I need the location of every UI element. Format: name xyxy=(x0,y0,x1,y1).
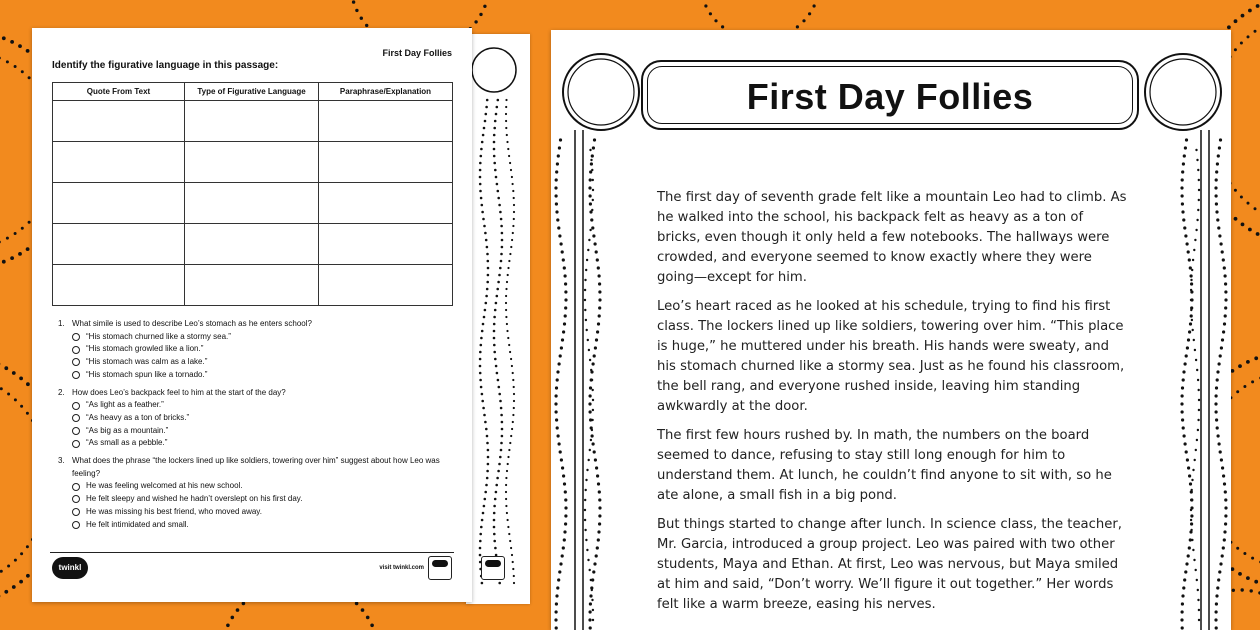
table-cell[interactable] xyxy=(185,265,319,306)
table-row xyxy=(53,142,453,183)
table-cell[interactable] xyxy=(185,183,319,224)
table-cell[interactable] xyxy=(185,224,319,265)
answer-option[interactable] xyxy=(72,331,453,344)
radio-circle-icon[interactable] xyxy=(72,333,80,341)
answer-option[interactable] xyxy=(72,343,453,356)
answer-option[interactable] xyxy=(72,399,453,412)
option-label: “As big as a mountain.” xyxy=(86,425,169,435)
option-label: “As heavy as a ton of bricks.” xyxy=(86,412,190,422)
column-header-paraphrase: Paraphrase/Explanation xyxy=(319,83,453,101)
table-cell[interactable] xyxy=(319,224,453,265)
table-cell[interactable] xyxy=(53,142,185,183)
option-label: He was feeling welcomed at his new school. xyxy=(86,481,243,491)
paragraph: The first few hours rushed by. In math, the numbers on the board seemed to dance, refusing to stay still long enough for him to understand them. At lunch, he couldn’t find anyone to sit with, so he ate alone, a small fish in a big pond. xyxy=(657,428,1112,503)
table-row xyxy=(53,224,453,265)
radio-circle-icon[interactable] xyxy=(72,346,80,354)
radio-circle-icon[interactable] xyxy=(72,521,80,529)
question-list xyxy=(58,318,453,536)
table-row xyxy=(53,101,453,142)
table-cell[interactable] xyxy=(185,101,319,142)
radio-circle-icon[interactable] xyxy=(72,440,80,448)
radio-circle-icon[interactable] xyxy=(72,483,80,491)
table-row xyxy=(53,265,453,306)
answer-option[interactable] xyxy=(72,506,453,519)
table-row xyxy=(53,183,453,224)
option-label: He was missing his best friend, who moved away. xyxy=(86,506,262,516)
twinkl-logo: twinkl xyxy=(52,557,88,579)
answer-option[interactable] xyxy=(72,356,453,369)
option-label: He felt intimidated and small. xyxy=(86,519,189,529)
worksheet-title: First Day Follies xyxy=(382,48,452,58)
radio-circle-icon[interactable] xyxy=(72,371,80,379)
option-label: “His stomach was calm as a lake.” xyxy=(86,357,208,367)
question-text: What simile is used to describe Leo’s stomach as he enters school? xyxy=(72,319,312,328)
paragraph: Leo’s heart raced as he looked at his schedule, trying to find his first class. The lockers lined up like soldiers, towering over him. “This place is huge,” he muttered under his breath. His hands were sweaty, and his stomach churned like a stormy sea. Just as he found his classroom, the bell rang, and everyone rushed inside, leaving him standing awkwardly at the door. xyxy=(657,299,1125,414)
back-page-badge-icon xyxy=(481,556,505,580)
option-label: “As light as a feather.” xyxy=(86,400,164,410)
worksheet-back-page xyxy=(466,34,530,604)
radio-circle-icon[interactable] xyxy=(72,402,80,410)
question-1 xyxy=(58,318,453,382)
worksheet-heading: Identify the figurative language in this passage: xyxy=(52,60,279,71)
question-2 xyxy=(58,387,453,451)
table-cell[interactable] xyxy=(53,265,185,306)
answer-option[interactable] xyxy=(72,519,453,532)
option-label: “His stomach growled like a lion.” xyxy=(86,344,204,354)
option-label: “His stomach spun like a tornado.” xyxy=(86,369,208,379)
column-header-type: Type of Figurative Language xyxy=(185,83,319,101)
answer-option[interactable] xyxy=(72,480,453,493)
title-banner xyxy=(641,60,1139,130)
reading-passage xyxy=(657,188,1127,624)
question-text: How does Leo’s backpack feel to him at the start of the day? xyxy=(72,387,286,397)
table-cell[interactable] xyxy=(185,142,319,183)
table-cell[interactable] xyxy=(319,142,453,183)
answer-option[interactable] xyxy=(72,412,453,425)
table-cell[interactable] xyxy=(53,224,185,265)
paragraph: The first day of seventh grade felt like a mountain Leo had to climb. As he walked into the school, his backpack felt as heavy as a ton of bricks, even though it only held a few notebooks. The hallways were crowded, and everyone seemed to know exactly where they were going—except for him. xyxy=(657,190,1127,285)
page-title: First Day Follies xyxy=(746,76,1034,117)
answer-option[interactable] xyxy=(72,369,453,382)
table-cell[interactable] xyxy=(319,265,453,306)
paragraph: But things started to change after lunch. In science class, the teacher, Mr. Garcia, introduced a group project. Leo was paired with two other students, Maya and Ethan. At first, Leo was nervous, but Maya smiled at him and said, “Don’t worry. We’ll figure it out together.” Her words felt like a warm breeze, easing his nerves. xyxy=(657,517,1122,612)
table-cell[interactable] xyxy=(319,101,453,142)
radio-circle-icon[interactable] xyxy=(72,358,80,366)
quality-badge-icon xyxy=(428,556,452,580)
question-number: 1. xyxy=(58,319,65,328)
answer-option[interactable] xyxy=(72,425,453,438)
answer-option[interactable] xyxy=(72,437,453,450)
answer-option[interactable] xyxy=(72,493,453,506)
radio-circle-icon[interactable] xyxy=(72,508,80,516)
question-number: 3. xyxy=(58,456,65,466)
question-text: What does the phrase “the lockers lined up like soldiers, towering over him” suggest about how Leo was feeling? xyxy=(72,456,440,478)
figurative-language-table xyxy=(52,82,453,306)
question-3 xyxy=(58,455,453,531)
radio-circle-icon[interactable] xyxy=(72,414,80,422)
table-cell[interactable] xyxy=(319,183,453,224)
radio-circle-icon[interactable] xyxy=(72,427,80,435)
table-cell[interactable] xyxy=(53,183,185,224)
option-label: He felt sleepy and wished he hadn’t overslept on his first day. xyxy=(86,494,303,504)
option-label: “As small as a pebble.” xyxy=(86,438,168,448)
footer-url: visit twinkl.com xyxy=(379,565,424,571)
worksheet-footer xyxy=(50,552,454,582)
reading-page xyxy=(551,30,1231,630)
radio-circle-icon[interactable] xyxy=(72,495,80,503)
worksheet-page xyxy=(32,28,472,602)
back-page-border-decoration xyxy=(466,34,530,604)
column-header-quote: Quote From Text xyxy=(53,83,185,101)
table-cell[interactable] xyxy=(53,101,185,142)
question-number: 2. xyxy=(58,387,65,397)
option-label: “His stomach churned like a stormy sea.” xyxy=(86,331,231,341)
